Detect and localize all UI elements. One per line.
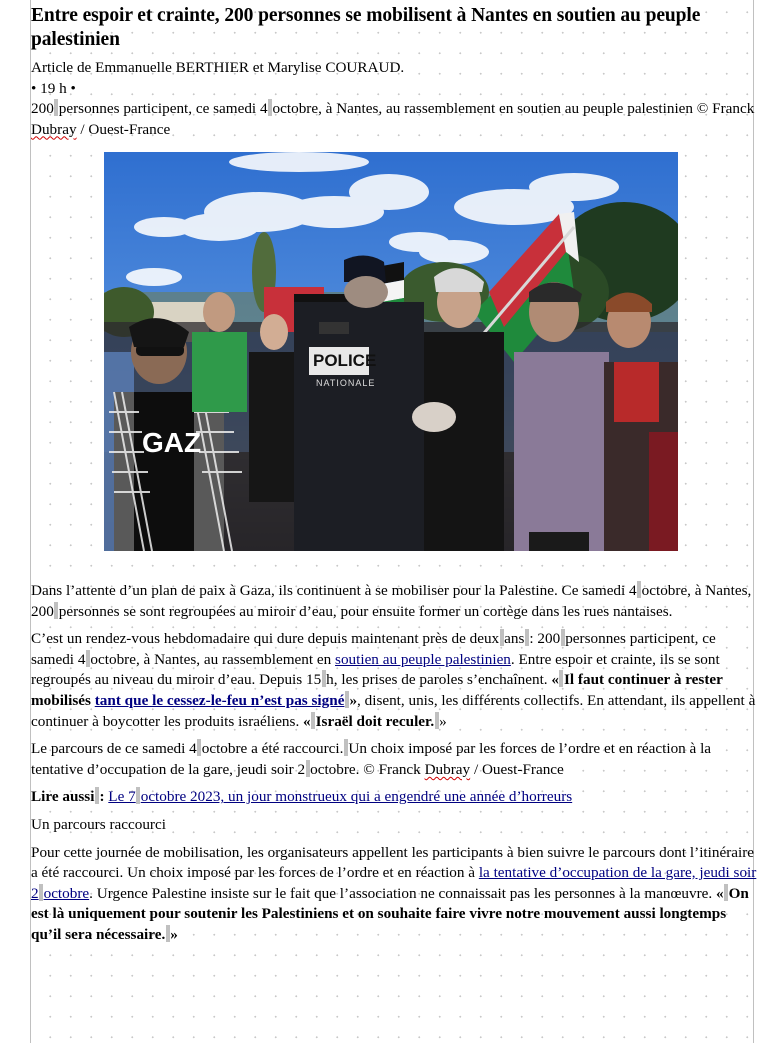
article-meta [31, 58, 757, 140]
svg-text:POLICE: POLICE [313, 351, 377, 370]
photo-caption: 200 personnes participent, ce samedi 4 octobre, à Nantes, au rassemblement en soutien au peuple palestinien © Franck Dubray / Ouest-France [31, 100, 755, 138]
read-also-link[interactable]: Le 7 octobre 2023, un jour monstrueux qui a engendré une année d’horreurs [108, 788, 573, 806]
quote-open: « [716, 884, 724, 902]
quote-3-text: On est là uniquement pour soutenir les Palestiniens et on souhaite faire vivre notre mouvement aussi longtemps qu’il sera nécessaire. [31, 884, 749, 943]
nbsp-marker [559, 670, 563, 687]
quote-2-text: Israël doit reculer. [315, 712, 435, 730]
read-also-label: Lire aussi [31, 788, 95, 806]
nbsp-marker [197, 739, 201, 756]
quote-close: » [170, 925, 178, 943]
link-occupation-gare[interactable]: la tentative d’occupation de la gare, jeudi soir 2 octobre [31, 864, 757, 902]
protest-photo-image [104, 152, 678, 551]
read-also: Lire aussi : Le 7 octobre 2023, un jour monstrueux qui a engendré une année d’horreurs [31, 788, 573, 806]
quote-1-text: Il faut continuer à rester mobilisés [31, 671, 723, 709]
nbsp-marker [54, 602, 58, 619]
paragraph-3: Le parcours de ce samedi 4 octobre a été raccourci. Un choix imposé par les forces de l’ordre et en réaction à la tentative d’occupation de la gare, jeudi soir 2 octobre. © Franck Dubray / Ouest-France [31, 740, 712, 778]
article-title: Entre espoir et crainte, 200 personnes se mobilisent à Nantes en soutien au peuple palestinien [31, 5, 701, 50]
nbsp-marker [311, 712, 315, 729]
quote-open: « [551, 671, 559, 689]
quote-open: « [303, 712, 311, 730]
spellcheck-word[interactable]: Dubray [424, 760, 471, 778]
svg-text:NATIONALE: NATIONALE [316, 378, 376, 388]
article-body [31, 581, 757, 953]
paragraph-2: C’est un rendez-vous hebdomadaire qui dure depuis maintenant près de deux ans : 200 personnes participent, ce samedi 4 octobre, à Nantes, au rassemblement en soutien au peuple palestinien. Entre espoir et crainte, ils se sont regroupés au niveau du miroir d’eau. Depuis 15 h, les prises de paroles s’enchaînent. « Il faut continuer à rester mobilisés tant que le cessez-le-feu n’est pas signé », disent, unis, les différents collectifs. En attendant, ils appellent à continuer à boycotter les produits israéliens. « Israël doit reculer. » [31, 630, 756, 730]
spellcheck-word[interactable]: Dubray [31, 120, 77, 138]
subheading: Un parcours raccourci [31, 815, 166, 833]
timestamp: • 19 h • [31, 79, 76, 97]
link-cessez-le-feu[interactable]: tant que le cessez-le-feu n’est pas signé [94, 691, 345, 709]
article-photo[interactable] [104, 152, 678, 551]
nbsp-marker [724, 884, 728, 901]
quote-close: » [349, 691, 358, 709]
link-soutien-peuple-palestinien[interactable]: soutien au peuple palestinien [335, 650, 511, 668]
quote-close: » [439, 712, 447, 730]
byline: Article de Emmanuelle BERTHIER et Marylise COURAUD. [31, 59, 405, 76]
nbsp-marker [268, 99, 272, 116]
svg-text:GAZ: GAZ [142, 427, 202, 458]
nbsp-marker [54, 99, 58, 116]
nbsp-marker [39, 884, 43, 901]
paragraph-1: Dans l’attente d’un plan de paix à Gaza, ils continuent à se mobiliser pour la Palestine. Ce samedi 4 octobre, à Nantes, 200 personnes se sont regroupées au miroir d’eau, pour ensuite former un cortège dans les rues nantaises. [31, 582, 752, 620]
nbsp-marker [136, 787, 140, 804]
article-header [31, 4, 757, 140]
paragraph-4: Pour cette journée de mobilisation, les organisateurs appellent les participants à bien suivre le parcours dont l’itinéraire a été raccourci. Un choix imposé par les forces de l’ordre et en réaction à la tentative d’occupation de la gare, jeudi soir 2 octobre. Urgence Palestine insiste sur le fait que l’association ne connaissait pas les personnes à la manœuvre. « On est là uniquement pour soutenir les Palestiniens et on souhaite faire vivre notre mouvement aussi longtemps qu’il sera nécessaire. » [31, 843, 757, 943]
nbsp-marker [637, 581, 641, 598]
